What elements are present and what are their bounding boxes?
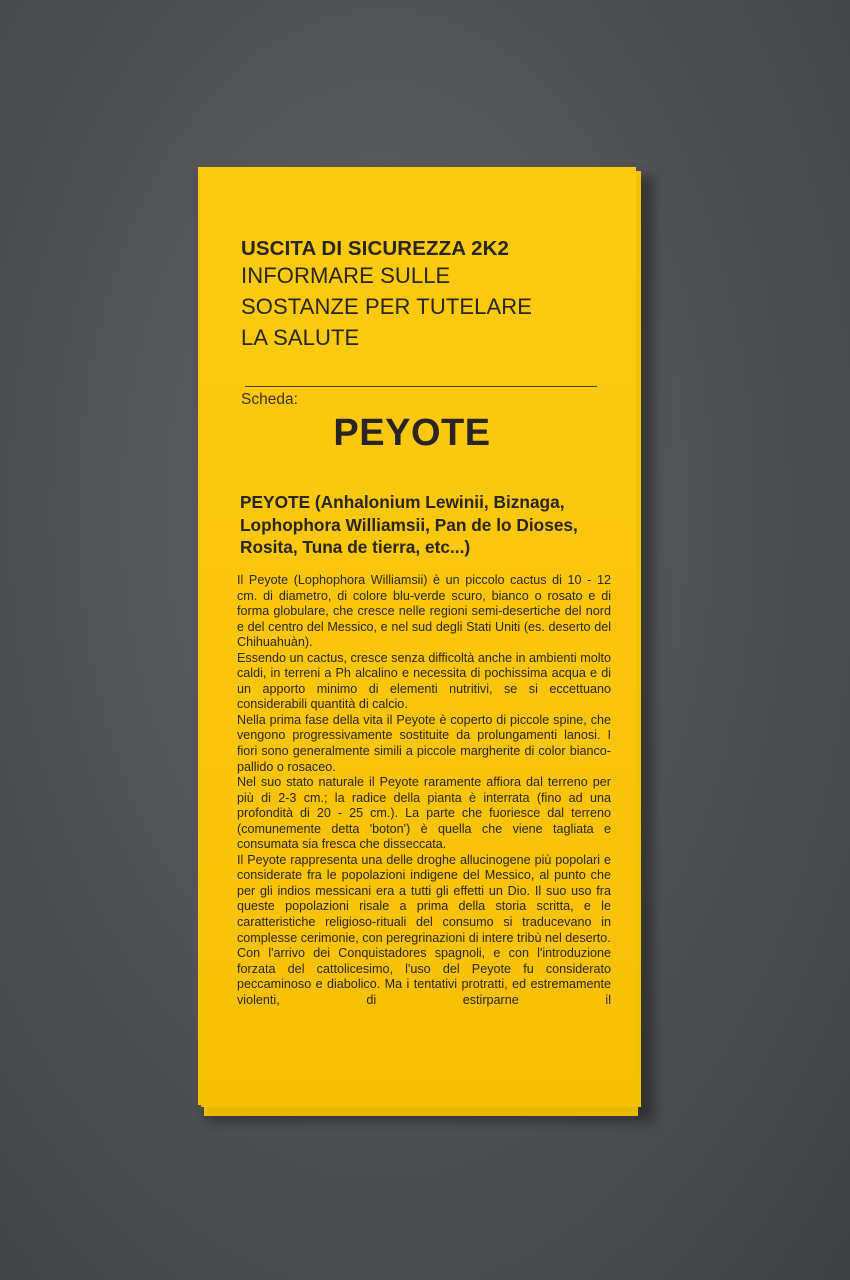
header-title: USCITA DI SICUREZZA 2K2: [241, 237, 510, 260]
paragraph: Essendo un cactus, cresce senza difficoltà anche in ambienti molto caldi, in terreni a Ph alcalino e necessita di pochissima acqua e di un apporto minimo di elementi nutritivi, se si eccettuano considerabili quantità di calcio.: [237, 650, 611, 712]
header-line-1: INFORMARE SULLE: [241, 263, 451, 288]
paragraph: Il Peyote (Lophophora Williamsii) è un piccolo cactus di 10 - 12 cm. di diametro, di colore blu-verde scuro, bianco o rosato e di forma globulare, che cresce nelle regioni semi-desertiche del nord e del centro del Messico, e nel sud degli Stati Uniti (es. deserto del Chihuahuàn).: [237, 573, 611, 650]
paragraph: Con l'arrivo dei Conquistadores spagnoli, e con l'introduzione forzata del cattolicesimo, l'uso del Peyote fu considerato peccaminoso e diabolico. Ma i tentativi protratti, ed estremamente violenti, di estirparne il: [237, 946, 611, 1007]
divider-line: [245, 386, 597, 387]
document-title: PEYOTE: [333, 412, 491, 454]
paragraph: Nella prima fase della vita il Peyote è coperto di piccole spine, che vengono progressivamente sostituite da prolungamenti lanosi. I fiori sono generalmente simili a piccole margherite di color bianco-pallido o rosaceo.: [237, 712, 611, 774]
scheda-label: Scheda:: [241, 391, 298, 408]
leaflet: [198, 167, 636, 1105]
header-line-2: SOSTANZE PER TUTELARE: [241, 294, 533, 319]
paragraph: Il Peyote rappresenta una delle droghe allucinogene più popolari e considerate fra le popolazioni indigene del Messico, al punto che per gli indios messicani era a tutti gli effetti un Dio. Il suo uso fra queste popolazioni risale a prima della storia scritta, e le caratteristiche religioso-rituali del consumo si traducevano in complesse cerimonie, con peregrinazioni di intere tribù nel deserto.: [237, 852, 611, 945]
paragraph: Nel suo stato naturale il Peyote raramente affiora dal terreno per più di 2-3 cm.; la radice della pianta è interrata (fino ad una profondità di 20 - 25 cm.). La parte che fuoriesce dal terreno (comunemente detta 'boton') è quella che viene tagliata e consumata sia fresca che disseccata.: [237, 775, 611, 852]
body-text: [237, 573, 611, 1008]
header-line-3: LA SALUTE: [241, 325, 360, 350]
subtitle: PEYOTE (Anhalonium Lewinii, Biznaga, Lophophora Williamsii, Pan de lo Dioses, Rosita, Tuna de tierra, etc...): [240, 492, 578, 557]
